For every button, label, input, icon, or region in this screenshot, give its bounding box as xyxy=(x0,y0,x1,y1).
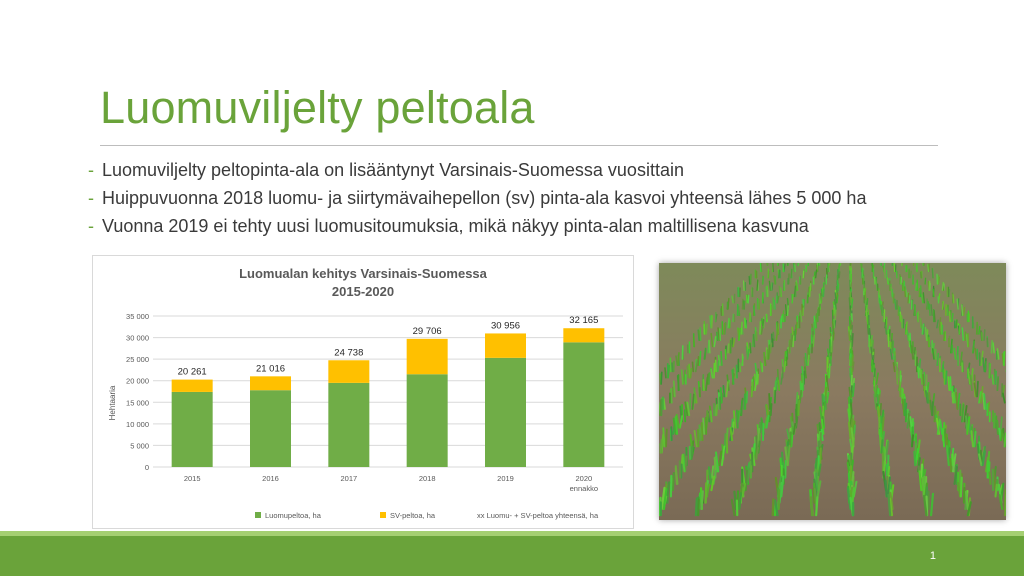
bar-luomu xyxy=(407,374,448,467)
crop-shoot xyxy=(779,270,780,278)
crop-field-image xyxy=(659,263,1006,520)
crop-shoot xyxy=(853,362,854,371)
crop-shoot xyxy=(712,316,713,328)
x-tick-label: 2019 xyxy=(497,474,514,483)
crop-shoot xyxy=(882,305,883,315)
crop-shoot xyxy=(771,404,772,415)
crop-shoot xyxy=(997,377,998,390)
crop-shoot xyxy=(977,382,978,397)
footer-stripe xyxy=(0,531,1024,536)
crop-shoot xyxy=(816,497,817,515)
crop-shoot xyxy=(773,263,774,271)
bullet-text: Vuonna 2019 ei tehty uusi luomusitoumuksia, mikä näkyy pinta-alan maltillisena kasvuna xyxy=(102,216,809,236)
crop-shoot xyxy=(750,462,751,478)
crop-shoot xyxy=(993,343,994,353)
crop-shoot xyxy=(728,344,729,353)
crop-shoot xyxy=(942,282,943,290)
crop-shoot xyxy=(702,423,703,440)
y-axis-label: Hehtaaria xyxy=(108,385,117,421)
crop-shoot xyxy=(994,414,995,428)
page-number: 1 xyxy=(929,550,936,562)
bar-luomu xyxy=(250,390,291,467)
crop-shoot xyxy=(950,377,951,390)
crop-shoot xyxy=(671,389,672,403)
crop-shoot xyxy=(962,305,963,315)
crop-shoot xyxy=(758,300,759,309)
total-data-label: 32 165 xyxy=(569,315,599,327)
crop-shoot xyxy=(786,305,787,315)
legend-label-totals: xx Luomu- + SV-peltoa yhteensä, ha xyxy=(477,511,599,520)
crop-shoot xyxy=(691,369,692,378)
crop-shoot xyxy=(749,277,750,285)
total-data-label: 30 956 xyxy=(490,320,521,332)
crop-shoot xyxy=(990,472,991,484)
slide-title: Luomuviljelty peltoala xyxy=(100,82,535,133)
total-data-label: 24 738 xyxy=(334,347,364,359)
crop-shoot xyxy=(936,349,937,359)
crop-shoot xyxy=(661,440,662,453)
crop-shoot xyxy=(742,357,743,365)
crop-shoot xyxy=(905,287,906,297)
crop-shoot xyxy=(837,295,838,303)
crop-shoot xyxy=(706,324,707,334)
total-data-label: 21 016 xyxy=(255,363,286,375)
crop-shoot xyxy=(788,306,789,315)
bullet-item xyxy=(88,156,866,184)
crop-shoot xyxy=(712,466,713,477)
crop-shoot xyxy=(769,394,770,409)
crop-shoot xyxy=(798,401,799,415)
crop-shoot xyxy=(711,411,712,421)
crop-shoot xyxy=(881,263,882,265)
crop-shoot xyxy=(699,425,700,440)
crop-shoot xyxy=(828,265,829,272)
legend-label-sv: SV-peltoa, ha xyxy=(390,511,436,520)
crop-shoot xyxy=(826,275,827,284)
crop-shoot xyxy=(816,270,817,278)
crop-shoot xyxy=(773,499,774,515)
crop-shoot xyxy=(748,295,749,302)
crop-shoot xyxy=(666,430,667,447)
crop-shoot xyxy=(984,330,985,340)
crop-shoot xyxy=(741,401,742,415)
y-tick-label: 35 000 xyxy=(126,312,149,321)
crop-shoot xyxy=(668,366,669,378)
crop-shoot xyxy=(961,478,962,497)
crop-shoot xyxy=(716,405,717,416)
crop-shoot xyxy=(678,353,679,365)
bullet-dash: - xyxy=(88,188,94,208)
crop-shoot xyxy=(897,371,898,384)
crop-shoot xyxy=(869,341,870,352)
bullet-list xyxy=(88,156,866,240)
crop-shoot xyxy=(839,272,840,278)
crop-shoot xyxy=(918,367,919,378)
crop-shoot xyxy=(992,375,993,384)
crop-shoot xyxy=(746,471,747,490)
crop-shoot xyxy=(950,312,951,322)
crop-shoot xyxy=(892,263,893,265)
x-tick-label: 2017 xyxy=(340,474,358,483)
bar-luomu xyxy=(563,342,604,467)
crop-shoot xyxy=(947,308,948,316)
crop-shoot xyxy=(791,435,792,446)
crop-shoot xyxy=(792,295,793,303)
y-tick-label: 15 000 xyxy=(126,398,149,408)
bullet-item xyxy=(88,184,866,212)
crop-shoot xyxy=(956,393,957,409)
crop-shoot xyxy=(813,277,814,284)
crop-shoot xyxy=(661,372,662,384)
crop-shoot xyxy=(808,355,809,365)
crop-shoot xyxy=(950,459,951,471)
crop-shoot xyxy=(796,417,797,427)
crop-shoot xyxy=(900,382,901,396)
crop-shoot xyxy=(752,288,753,296)
y-tick-label: 10 000 xyxy=(126,419,149,429)
bar-sv xyxy=(407,339,448,374)
crop-shoot xyxy=(931,305,932,315)
crop-shoot xyxy=(787,263,788,265)
y-tick-label: 25 000 xyxy=(126,355,149,365)
footer-bar xyxy=(0,531,1024,576)
crop-shoot xyxy=(949,336,950,346)
crop-shoot xyxy=(985,362,986,372)
crop-shoot xyxy=(689,364,690,377)
bar-sv xyxy=(563,328,604,342)
crop-shoot xyxy=(912,435,913,446)
crop-shoot xyxy=(996,485,997,497)
x-tick-label: 2018 xyxy=(418,474,436,483)
bullet-dash: - xyxy=(88,160,94,180)
crop-shoot xyxy=(770,343,771,352)
chart-container xyxy=(92,255,634,529)
crop-shoot xyxy=(782,315,783,322)
crop-field-photo xyxy=(659,263,1006,520)
crop-shoot xyxy=(728,299,729,309)
y-tick-label: 5 000 xyxy=(130,441,149,451)
crop-shoot xyxy=(964,308,965,316)
crop-shoot xyxy=(747,295,748,302)
crop-shoot xyxy=(771,283,772,290)
crop-shoot xyxy=(778,380,779,390)
crop-shoot xyxy=(736,365,737,377)
bar-sv xyxy=(250,376,291,390)
crop-shoot xyxy=(744,394,745,409)
crop-shoot xyxy=(793,336,794,346)
crop-shoot xyxy=(949,290,950,297)
crop-shoot xyxy=(779,286,780,296)
y-tick-label: 30 000 xyxy=(126,333,149,343)
crop-shoot xyxy=(752,382,753,396)
total-data-label: 29 706 xyxy=(412,325,442,337)
crop-shoot xyxy=(835,311,836,322)
crop-shoot xyxy=(717,332,718,340)
crop-shoot xyxy=(781,288,782,297)
bar-luomu xyxy=(328,383,369,467)
crop-shoot xyxy=(913,263,914,265)
crop-shoot xyxy=(696,499,697,516)
bar-sv xyxy=(172,380,213,392)
crop-shoot xyxy=(1001,430,1002,440)
crop-shoot xyxy=(829,364,830,378)
y-tick-label: 0 xyxy=(144,463,149,472)
crop-shoot xyxy=(701,491,702,509)
crop-shoot xyxy=(948,377,949,390)
crop-shoot xyxy=(824,278,825,284)
crop-shoot xyxy=(744,301,745,309)
crop-shoot xyxy=(721,352,722,366)
crop-shoot xyxy=(764,353,765,366)
x-tick-label: 2015 xyxy=(183,474,201,483)
crop-shoot xyxy=(979,327,980,334)
crop-shoot xyxy=(906,411,907,422)
crop-shoot xyxy=(921,370,922,384)
crop-shoot xyxy=(750,343,751,352)
crop-shoot xyxy=(968,334,969,347)
crop-shoot xyxy=(943,301,944,309)
crop-shoot xyxy=(769,345,770,359)
crop-shoot xyxy=(906,290,907,296)
bar-luomu xyxy=(485,358,526,467)
crop-shoot xyxy=(1004,352,1005,366)
crop-shoot xyxy=(747,392,748,403)
crop-shoot xyxy=(673,473,674,490)
crop-shoot xyxy=(921,464,922,477)
x-tick-sublabel: ennakko xyxy=(569,484,599,493)
crop-shoot xyxy=(833,333,834,340)
chart-subtitle: 2015-2020 xyxy=(331,284,395,299)
crop-shoot xyxy=(952,314,953,322)
bar-sv xyxy=(485,333,526,357)
x-tick-label: 2016 xyxy=(262,474,279,483)
legend-label-luomu: Luomupeltoa, ha xyxy=(265,511,321,520)
x-tick-label: 2020 xyxy=(575,474,593,483)
crop-shoot xyxy=(693,362,694,371)
crop-shoot xyxy=(728,318,729,327)
crop-shoot xyxy=(953,295,954,303)
crop-shoot xyxy=(944,332,945,340)
bullet-item xyxy=(88,212,866,240)
crop-shoot xyxy=(759,441,760,452)
crop-shoot xyxy=(939,327,940,334)
crop-shoot xyxy=(737,411,738,428)
crop-shoot xyxy=(796,322,797,334)
legend-swatch-luomu xyxy=(255,512,261,518)
crop-shoot xyxy=(687,366,688,378)
crop-shoot xyxy=(665,368,666,378)
legend-swatch-sv xyxy=(380,512,386,518)
crop-shoot xyxy=(900,275,901,284)
crop-shoot xyxy=(734,492,736,509)
crop-shoot xyxy=(740,363,741,371)
crop-shoot xyxy=(997,421,998,434)
crop-shoot xyxy=(868,325,869,334)
crop-shoot xyxy=(880,404,881,415)
crop-shoot xyxy=(694,337,695,347)
bar-luomu xyxy=(172,392,213,467)
crop-shoot xyxy=(996,371,997,383)
crop-shoot xyxy=(886,481,887,497)
crop-shoot xyxy=(821,289,822,296)
crop-shoot xyxy=(724,324,725,334)
crop-shoot xyxy=(923,478,924,497)
crop-shoot xyxy=(956,320,957,328)
crop-shoot xyxy=(943,365,944,377)
crop-shoot xyxy=(895,356,896,365)
crop-shoot xyxy=(776,378,777,390)
crop-shoot xyxy=(884,269,885,278)
crop-shoot xyxy=(820,448,821,465)
crop-shoot xyxy=(760,263,761,272)
crop-shoot xyxy=(757,280,758,290)
crop-shoot xyxy=(823,289,824,297)
crop-shoot xyxy=(700,328,701,340)
bullet-text: Luomuviljelty peltopinta-ala on lisääntynyt Varsinais-Suomessa vuosittain xyxy=(102,160,684,180)
crop-shoot xyxy=(709,340,710,352)
crop-shoot xyxy=(888,278,889,284)
crop-shoot xyxy=(910,271,911,278)
crop-shoot xyxy=(930,304,931,315)
crop-shoot xyxy=(766,287,767,296)
crop-shoot xyxy=(718,361,719,371)
crop-shoot xyxy=(882,440,883,452)
crop-shoot xyxy=(819,263,820,265)
crop-shoot xyxy=(676,468,677,484)
crop-shoot xyxy=(932,269,933,278)
crop-shoot xyxy=(781,317,782,328)
bar-sv xyxy=(328,360,369,383)
y-tick-label: 20 000 xyxy=(126,376,149,386)
crop-shoot xyxy=(991,341,992,353)
crop-shoot xyxy=(700,352,701,366)
crop-shoot xyxy=(852,334,853,347)
crop-shoot xyxy=(928,265,929,272)
crop-shoot xyxy=(962,328,963,340)
crop-shoot xyxy=(774,301,775,310)
crop-shoot xyxy=(763,277,764,284)
crop-shoot xyxy=(741,322,742,334)
bullet-dash: - xyxy=(88,216,94,236)
crop-shoot xyxy=(811,497,812,515)
stacked-bar-chart xyxy=(93,256,633,528)
crop-shoot xyxy=(954,392,955,402)
chart-title: Luomualan kehitys Varsinais-Suomessa xyxy=(239,266,487,281)
crop-shoot xyxy=(916,283,917,290)
crop-shoot xyxy=(791,269,792,278)
crop-shoot xyxy=(896,271,897,278)
crop-shoot xyxy=(710,316,711,328)
crop-shoot xyxy=(703,418,704,434)
title-divider xyxy=(100,145,938,146)
crop-shoot xyxy=(753,335,754,347)
crop-shoot xyxy=(929,281,930,290)
crop-shoot xyxy=(908,293,909,302)
crop-shoot xyxy=(912,346,913,359)
crop-shoot xyxy=(685,457,686,472)
crop-shoot xyxy=(691,447,692,459)
crop-shoot xyxy=(885,325,886,334)
crop-shoot xyxy=(946,371,947,384)
bullet-text: Huippuvuonna 2018 luomu- ja siirtymävaihepellon (sv) pinta-ala kasvoi yhteensä lähes 5 000 ha xyxy=(102,188,867,208)
crop-shoot xyxy=(914,452,915,465)
crop-shoot xyxy=(767,263,768,265)
crop-shoot xyxy=(943,429,944,446)
total-data-label: 20 261 xyxy=(177,366,207,378)
crop-shoot xyxy=(849,332,850,340)
crop-shoot xyxy=(674,381,675,396)
